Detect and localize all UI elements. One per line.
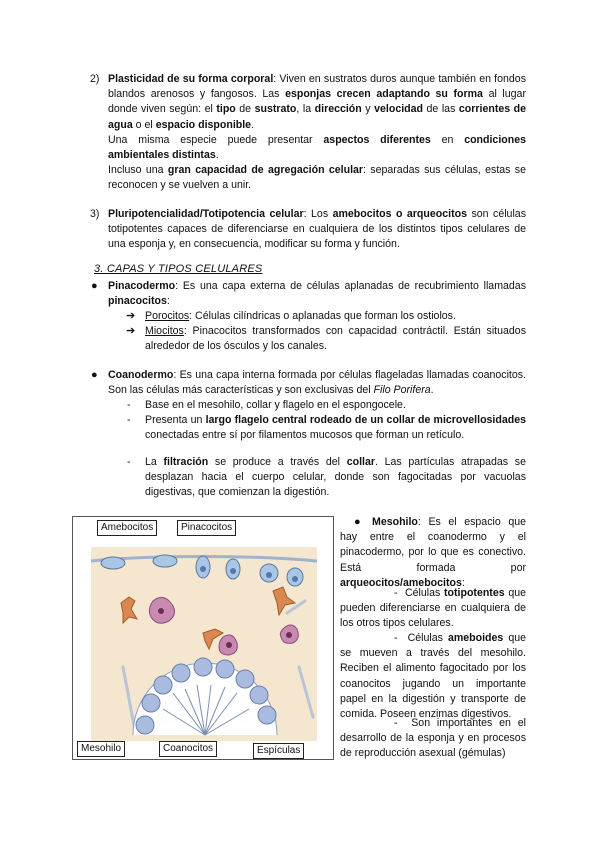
section-heading: 3. CAPAS Y TIPOS CELULARES [94,263,263,275]
bullet-coanodermo: ● [91,369,98,381]
choanocyte-cell [236,670,254,688]
label-espiculas: Espículas [253,743,304,759]
paragraph-coanodermo: Coanodermo: Es una capa interna formada por células flageladas llamadas coanocitos. Son las células más características y son exclusivas del Filo Porifera. [108,369,526,397]
dash-coanodermo-3: - [127,456,131,468]
choanocyte-cell [142,694,160,712]
paragraph-aspectos: Una misma especie puede presentar aspectos diferentes en condiciones ambientales distintas. [108,134,526,162]
paragraph-porocitos: Porocitos: Células cilíndricas o aplanadas que forman los ostiolos. [145,310,456,322]
pinacocyte-cell [153,555,177,567]
choanocyte-cell [172,664,190,682]
paragraph-mesohilo: Mesohilo: Es el espacio que hay entre el coanodermo y el pinacodermo, por lo que es conectivo. Está formada por arqueocitos/amebocitos: [340,516,526,589]
paragraph-miocitos: Miocitos: Pinacocitos transformados con capacidad contráctil. Están situados alrededor de los ósculos y los canales. [145,325,526,353]
choanocyte-cell [250,686,268,704]
choanocyte-cell [194,658,212,676]
bullet-pinacodermo: ● [91,280,98,292]
choanocyte-cell [136,716,154,734]
coanodermo-point-1: Base en el mesohilo, collar y flagelo en el espongocele. [145,399,406,411]
dash-coanodermo-1: - [127,399,131,411]
choanocyte-cell [154,676,172,694]
mesohilo-point-1: - Células totipotentes que pueden diferenciarse en cualquiera de los otros tipos celulares. [340,587,527,630]
arrow-miocitos: ➔ [126,325,136,337]
choanocyte-cell [258,706,276,724]
label-pinacocitos: Pinacocitos [177,520,236,536]
paragraph-pluripotencialidad: Pluripotencialidad/Totipotencia celular: Los amebocitos o arqueocitos son células totipotentes capaces de diferenciarse en cualquiera de los distintos tipos celulares de una esponja y, en consecuencia, modificar su forma y función. [108,208,526,251]
pinacocyte-cell [101,557,125,569]
label-coanocitos: Coanocitos [159,741,217,757]
coanodermo-point-2: Presenta un largo flagelo central rodeado de un collar de microvellosidades conectadas entre sí por filamentos mucosos que forman un retículo. [145,414,526,442]
arrow-porocitos: ➔ [126,310,136,322]
mesohilo-point-2: - Células ameboides que se mueven a través del mesohilo. Reciben el alimento fagocitado por los coanocitos jugando un importante papel en la digestión y transporte de comida. Poseen enzimas digestivos. [340,632,526,721]
item-number-3: 3) [90,208,100,220]
item-number-2: 2) [90,73,100,85]
paragraph-agregacion: Incluso una gran capacidad de agregación celular: separadas sus células, estas se reconocen y se vuelven a unir. [108,164,526,192]
sponge-cell-diagram [72,516,334,760]
choanocyte-cell [216,660,234,678]
diagram-illustration [73,517,334,760]
label-mesohilo: Mesohilo [77,741,125,757]
mesohilo-point-3: - Son importantes en el desarrollo de la esponja y en procesos de reproducción asexual (gémulas) [340,717,527,760]
bullet-mesohilo: ● [354,516,361,528]
paragraph-plasticidad: Plasticidad de su forma corporal: Viven en sustratos duros aunque también en fondos blandos arenosos y fangosos. Las esponjas crecen adaptando su forma al lugar donde viven según: el tipo de sustrato, la dirección y velocidad de las corrientes de agua o el espacio disponible. [108,73,527,131]
label-amebocitos: Amebocitos [97,520,157,536]
paragraph-pinacodermo: Pinacodermo: Es una capa externa de células aplanadas de recubrimiento llamadas pinacocitos: [108,280,526,308]
coanodermo-point-3: La filtración se produce a través del collar. Las partículas atrapadas se desplazan hacia el cuerpo celular, donde son fagocitadas por vacuolas digestivas, que comienzan la digestión. [145,456,526,499]
dash-coanodermo-2: - [127,414,131,426]
